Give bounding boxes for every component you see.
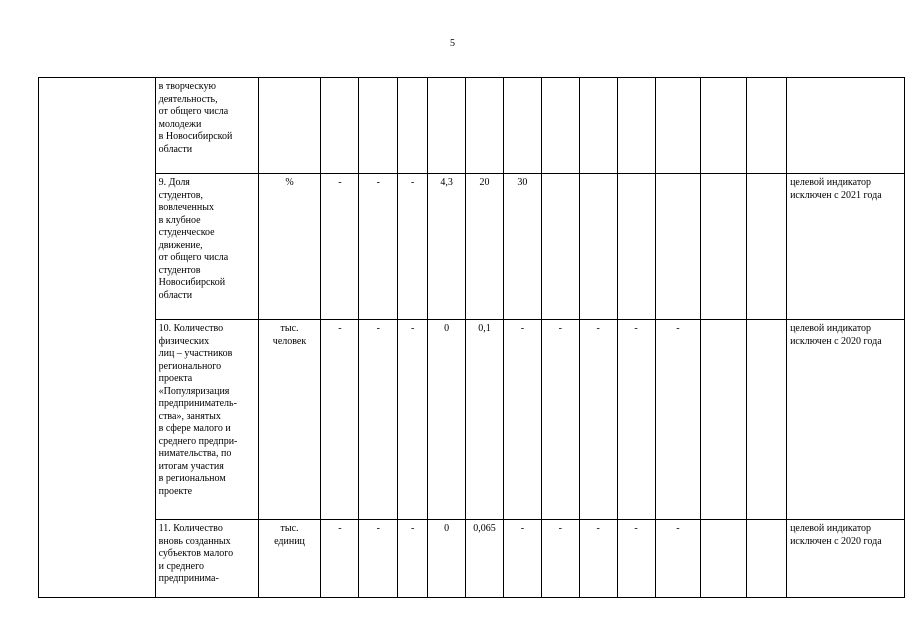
value-cell: - bbox=[617, 320, 655, 520]
value-cell bbox=[541, 174, 579, 320]
indicator-name-cell: 9. Доля студентов, вовлеченных в клубное студенческое движение, от общего числа студентов Новосибирской области bbox=[155, 174, 258, 320]
value-cell bbox=[701, 78, 747, 174]
value-cell: - bbox=[359, 520, 398, 598]
table-row bbox=[39, 520, 905, 598]
indicators-table bbox=[38, 77, 905, 598]
value-cell: - bbox=[503, 520, 541, 598]
value-cell: - bbox=[579, 520, 617, 598]
value-cell: - bbox=[655, 520, 701, 598]
unit-cell: тыс. единиц bbox=[258, 520, 321, 598]
value-cell: - bbox=[321, 520, 359, 598]
unit-cell bbox=[258, 78, 321, 174]
value-cell bbox=[541, 78, 579, 174]
value-cell bbox=[321, 78, 359, 174]
program-section-cell bbox=[39, 78, 156, 598]
value-cell: - bbox=[359, 174, 398, 320]
value-cell bbox=[655, 78, 701, 174]
value-cell bbox=[617, 174, 655, 320]
value-cell: - bbox=[579, 320, 617, 520]
value-cell: - bbox=[321, 174, 359, 320]
page-number: 5 bbox=[450, 38, 455, 49]
value-cell bbox=[747, 78, 787, 174]
value-cell: - bbox=[655, 320, 701, 520]
indicator-name-cell: в творческую деятельность, от общего числа молодежи в Новосибирской области bbox=[155, 78, 258, 174]
value-cell bbox=[503, 78, 541, 174]
value-cell bbox=[579, 174, 617, 320]
note-cell: целевой индикатор исключен с 2021 года bbox=[787, 174, 905, 320]
value-cell bbox=[747, 174, 787, 320]
value-cell bbox=[617, 78, 655, 174]
value-cell: - bbox=[398, 174, 428, 320]
value-cell: 30 bbox=[503, 174, 541, 320]
value-cell: 0,065 bbox=[466, 520, 504, 598]
value-cell: - bbox=[617, 520, 655, 598]
value-cell bbox=[579, 78, 617, 174]
value-cell: - bbox=[541, 320, 579, 520]
value-cell: 4,3 bbox=[428, 174, 466, 320]
value-cell bbox=[359, 78, 398, 174]
value-cell: - bbox=[359, 320, 398, 520]
value-cell: - bbox=[503, 320, 541, 520]
value-cell: 0,1 bbox=[466, 320, 504, 520]
note-cell bbox=[787, 78, 905, 174]
value-cell bbox=[466, 78, 504, 174]
note-cell: целевой индикатор исключен с 2020 года bbox=[787, 520, 905, 598]
value-cell bbox=[701, 320, 747, 520]
value-cell: 0 bbox=[428, 320, 466, 520]
indicator-name-cell: 11. Количество вновь созданных субъектов малого и среднего предпринима- bbox=[155, 520, 258, 598]
value-cell bbox=[398, 78, 428, 174]
value-cell bbox=[655, 174, 701, 320]
value-cell bbox=[701, 520, 747, 598]
table-row bbox=[39, 78, 905, 174]
value-cell: 0 bbox=[428, 520, 466, 598]
value-cell: - bbox=[321, 320, 359, 520]
value-cell bbox=[747, 320, 787, 520]
unit-cell: % bbox=[258, 174, 321, 320]
note-cell: целевой индикатор исключен с 2020 года bbox=[787, 320, 905, 520]
value-cell: - bbox=[541, 520, 579, 598]
value-cell bbox=[701, 174, 747, 320]
table-row bbox=[39, 174, 905, 320]
value-cell: 20 bbox=[466, 174, 504, 320]
value-cell: - bbox=[398, 320, 428, 520]
indicator-name-cell: 10. Количество физических лиц – участников регионального проекта «Популяризация предприниматель- ства», занятых в сфере малого и среднего предпри- нимательства, по итогам участия в региональном проекте bbox=[155, 320, 258, 520]
value-cell: - bbox=[398, 520, 428, 598]
unit-cell: тыс. человек bbox=[258, 320, 321, 520]
table-row bbox=[39, 320, 905, 520]
value-cell bbox=[747, 520, 787, 598]
value-cell bbox=[428, 78, 466, 174]
